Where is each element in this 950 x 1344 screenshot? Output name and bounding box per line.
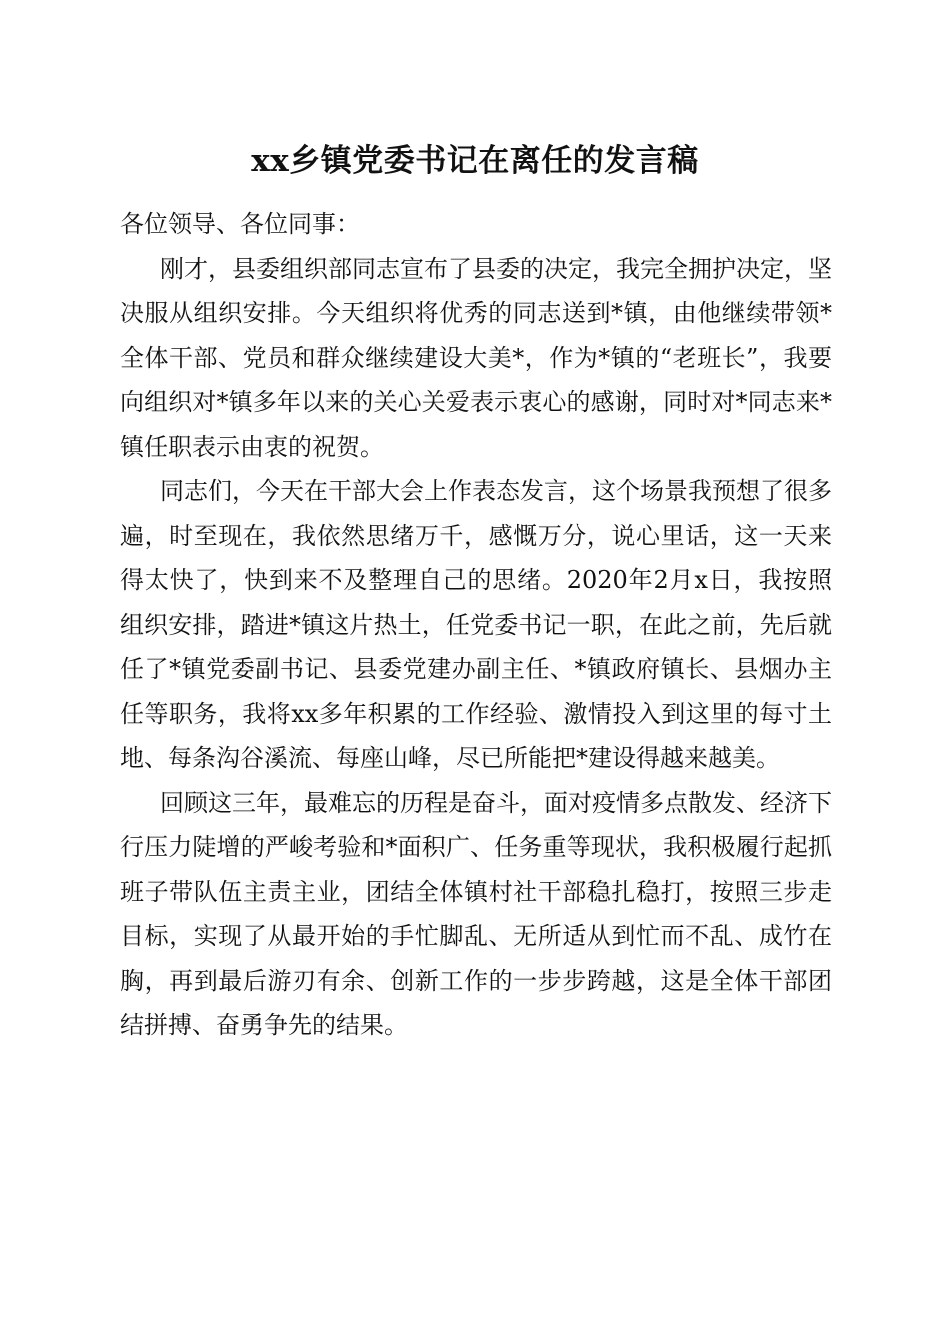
salutation: 各位领导、各位同事： <box>120 210 360 238</box>
paragraph: 回顾这三年，最难忘的历程是奋斗，面对疫情多点散发、经济下行压力陡增的严峻考验和*面积广、任务重等现状，我积极履行起抓班子带队伍主责主业，团结全体镇村社干部稳扎稳打，按照三步走目标，实现了从最开始的手忙脚乱、无所适从到忙而不乱、成竹在胸，再到最后游刃有余、创新工作的一步步跨越，这是全体干部团结拼搏、奋勇争先的结果。 <box>120 788 832 1039</box>
paragraph: 同志们，今天在干部大会上作表态发言，这个场景我预想了很多遍，时至现在，我依然思绪万千，感慨万分，说心里话，这一天来得太快了，快到来不及整理自己的思绪。2020年2月x日，我按照组织安排，踏进*镇这片热土，任党委书记一职，在此之前，先后就任了*镇党委副书记、县委党建办副主任、*镇政府镇长、县烟办主任等职务，我将xx多年积累的工作经验、激情投入到这里的每寸土地、每条沟谷溪流、每座山峰，尽已所能把*建设得越来越美。 <box>120 477 832 772</box>
document-body <box>120 202 832 1048</box>
paragraph: 刚才，县委组织部同志宣布了县委的决定，我完全拥护决定，坚决服从组织安排。今天组织将优秀的同志送到*镇，由他继续带领*全体干部、党员和群众继续建设大美*，作为*镇的“老班长”，我要向组织对*镇多年以来的关心关爱表示衷心的感谢，同时对*同志来*镇任职表示由衷的祝贺。 <box>120 254 832 461</box>
document-title: xx乡镇党委书记在离任的发言稿 <box>251 143 699 179</box>
